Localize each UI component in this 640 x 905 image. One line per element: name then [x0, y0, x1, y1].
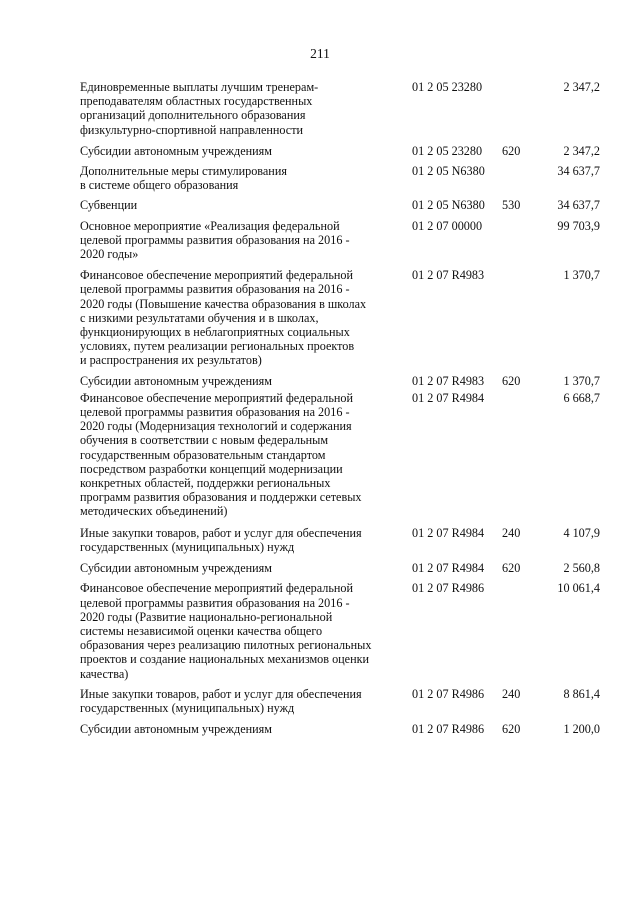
table-row: [80, 391, 600, 519]
row-code: 01 2 07 R4983: [412, 373, 485, 388]
table-row: [80, 144, 600, 158]
table-row: [80, 561, 600, 575]
row-amount: 1 370,7: [563, 268, 600, 283]
row-amount: 99 703,9: [557, 218, 600, 233]
row-description: Иные закупки товаров, работ и услуг для обеспечения государственных (муниципальных) нужд: [80, 525, 362, 554]
row-description: Единовременные выплаты лучшим тренерам- преподавателям областных государственных организаций дополнительного образования физкультурно-спортивной направленности: [80, 80, 319, 137]
row-code: 01 2 07 R4986: [412, 722, 485, 737]
row-description: Субвенции: [80, 198, 138, 213]
row-description: Субсидии автономным учреждениям: [80, 143, 272, 158]
table-row: [80, 722, 600, 736]
budget-table: [80, 80, 600, 736]
table-row: [80, 219, 600, 262]
row-code: 01 2 07 R4983: [412, 268, 485, 283]
row-amount: 34 637,7: [557, 198, 600, 213]
row-amount: 2 347,2: [563, 143, 600, 158]
row-expense-type: 620: [502, 561, 521, 576]
table-row: [80, 164, 600, 192]
row-code: 01 2 07 R4986: [412, 686, 485, 701]
table-row: [80, 374, 600, 388]
row-description: Иные закупки товаров, работ и услуг для обеспечения государственных (муниципальных) нужд: [80, 686, 362, 715]
row-code: 01 2 05 N6380: [412, 164, 485, 179]
row-expense-type: 240: [502, 525, 521, 540]
row-amount: 2 347,2: [563, 80, 600, 94]
table-row: [80, 526, 600, 554]
row-code: 01 2 05 N6380: [412, 198, 485, 213]
row-amount: 8 861,4: [563, 686, 600, 701]
row-expense-type: 620: [502, 373, 521, 388]
row-amount: 34 637,7: [557, 164, 600, 179]
row-expense-type: 620: [502, 143, 521, 158]
row-description: Субсидии автономным учреждениям: [80, 722, 272, 737]
table-row: [80, 687, 600, 715]
row-code: 01 2 07 R4986: [412, 581, 485, 596]
row-description: Субсидии автономным учреждениям: [80, 373, 272, 388]
row-description: Финансовое обеспечение мероприятий федеральной целевой программы развития образования на 2016 - 2020 годы (Развитие национально-региональной системы независимой оценки качества общего образования через реализацию пилотных региональных проектов и создание национальных механизмов оценки качества): [80, 581, 372, 681]
row-code: 01 2 07 R4984: [412, 561, 485, 576]
row-code: 01 2 07 R4984: [412, 525, 485, 540]
row-amount: 1 200,0: [563, 722, 600, 737]
row-amount: 6 668,7: [563, 390, 600, 405]
row-code: 01 2 05 23280: [412, 143, 483, 158]
row-description: Субсидии автономным учреждениям: [80, 561, 272, 576]
row-code: 01 2 07 00000: [412, 218, 483, 233]
page-number: 211: [310, 46, 330, 61]
row-amount: 4 107,9: [563, 525, 600, 540]
table-row: [80, 268, 600, 367]
row-description: Финансовое обеспечение мероприятий федеральной целевой программы развития образования на 2016 - 2020 годы (Модернизация технологий и содержания обучения в соответствии с новым федеральным государственным образовательным стандартом посредством разработки концепций модернизации конкретных областей, поддержки региональных программ развития образования и поддержки сетевых методических объединений): [80, 390, 362, 519]
row-description: Дополнительные меры стимулирования в системе общего образования: [80, 164, 287, 193]
table-row: [80, 581, 600, 680]
row-expense-type: 620: [502, 722, 521, 737]
row-amount: 1 370,7: [563, 373, 600, 388]
row-amount: 10 061,4: [557, 581, 600, 596]
table-row: [80, 80, 600, 137]
row-expense-type: 530: [502, 198, 521, 213]
row-code: 01 2 05 23280: [412, 80, 483, 94]
row-description: Финансовое обеспечение мероприятий федеральной целевой программы развития образования на 2016 - 2020 годы (Повышение качества образования в школах с низкими результатами обучения и в школах, функционирующих в неблагоприятных социальных условиях, путем реализации региональных проектов и распространения их результатов): [80, 268, 367, 368]
row-expense-type: 240: [502, 686, 521, 701]
row-code: 01 2 07 R4984: [412, 390, 485, 405]
table-row: [80, 198, 600, 212]
row-description: Основное мероприятие «Реализация федеральной целевой программы развития образования на 2016 - 2020 годы»: [80, 218, 350, 262]
row-amount: 2 560,8: [563, 561, 600, 576]
